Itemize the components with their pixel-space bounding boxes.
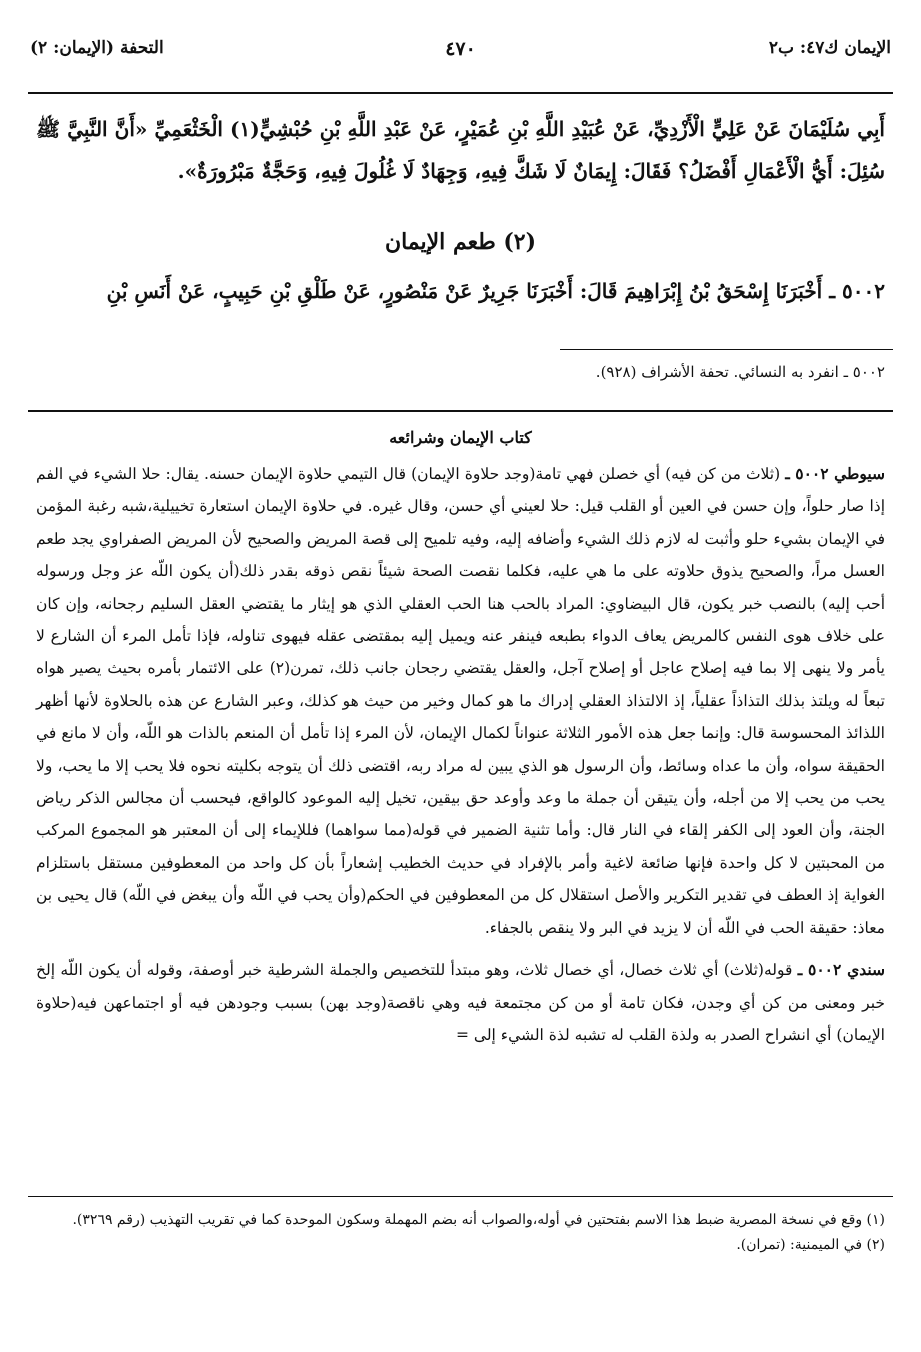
header-tuhfa-ref: التحفة (الإيمان: ٢) [30,38,164,58]
page-number: ٤٧٠ [445,38,476,60]
sindi-commentary [36,954,885,1051]
hadith-5002 [36,270,885,312]
hadith-5002-text: ٥٠٠٢ ـ أَخْبَرَنَا إِسْحَقُ بْنُ إِبْرَاهِيمَ قَالَ: أَخْبَرَنَا جَرِيرٌ عَنْ مَنْصُورٍ، عَنْ طَلْقِ بْنِ حَبِيبٍ، عَنْ أَنَسِ بْنِ [106,279,885,303]
commentary-book-title: كتاب الإيمان وشرائعه [389,428,532,447]
suyuti-commentary [36,458,885,944]
footnote-2: (٢) في الميمنية: (تمران). [736,1237,885,1253]
suyuti-label: سيوطي ٥٠٠٢ ـ [785,464,886,483]
hadith-prev-text: أَبِي سُلَيْمَانَ عَنْ عَلِيٍّ الْأَزْدِيِّ، عَنْ عُبَيْدِ اللَّهِ بْنِ عُمَيْرٍ، عَنْ عَبْدِ اللَّهِ بْنِ حُبْشِيٍّ(١) الْخَثْعَمِيِّ «أَنَّ النَّبِيَّ ﷺ سُئِلَ: أَيُّ الْأَعْمَالِ أَفْضَلُ؟ فَقَالَ: إِيمَانٌ لَا شَكَّ فِيهِ، وَجِهَادٌ لَا غُلُولَ فِيهِ، وَحَجَّةٌ مَبْرُورَةٌ». [36,117,885,183]
takhrij-rule [560,349,893,350]
commentary-body [36,458,885,1051]
page-header [30,38,891,78]
header-rule [28,92,893,94]
footnotes [36,1208,885,1258]
sindi-label: سندي ٥٠٠٢ ـ [797,960,885,980]
hadith-continuation [36,108,885,192]
sindi-text: قوله(ثلاث) أي ثلاث خصال، أي خصال ثلاث، وهو مبتدأ للتخصيص والجملة الشرطية خبر أوصفة، وقوله أن يكون اللّه إلخ خبر ومعنى من كن أي وجدن، فكان تامة أو من كن مجتمعة فيه وهي ناقصة(وجد بهن) بسبب وجودهن فيه أو اجتماعهن فيه(حلاوة الإيمان) أي انشراح الصدر به ولذة القلب له تشبه لذة الشيء إلى = [36,961,885,1044]
header-chapter-ref: الإيمان ك٤٧: ب٢ [768,38,891,58]
chapter-title: (٢) طعم الإيمان [384,229,537,255]
footnote-1: (١) وقع في نسخة المصرية ضبط هذا الاسم بفتحتين في أوله،والصواب أنه بضم المهملة وسكون الموحدة كما في تقريب التهذيب (رقم ٣٢٦٩). [72,1212,885,1228]
footnotes-rule [28,1196,893,1197]
suyuti-text: (ثلاث من كن فيه) أي خصلن فهي تامة(وجد حلاوة الإيمان) قال التيمي حلاوة الإيمان حسنه. يقال: حلا الشيء في الفم إذا صار حلواً، وإن حسن في العين أو القلب قيل: حلا لعيني أي حسن، وقال غيره. في حلاوة الإيمان استعارة تخييلية،شبه رغبة المؤمن في الإيمان بشيء حلو وأثبت له لازم ذلك الشيء وأضافه إليه، وفيه تلميح إلى قصة المريض والصحيح لأن المريض الصفراوي يجد طعم العسل مراً، والصحيح يذوق حلاوته على ما هي عليه، فكلما نقصت الصحة شيئاً نقص ذوقه بقدر ذلك(أن يكون اللّه عز وجل ورسوله أحب إليه) بالنصب خبر يكون، قال البيضاوي: المراد بالحب هنا الحب العقلي الذي هو إيثار ما يقتضي العقل السليم رجحانه، وإن كان على خلاف هوى النفس كالمريض يعاف الدواء بطبعه فينفر عنه ويميل إليه بمقتضى عقله فيهوى تناوله، فإذا تأمل المرء أن الشارع لا يأمر ولا ينهى إلا بما فيه إصلاح عاجل أو إصلاح آجل، والعقل يقتضي رجحان جانب ذلك، تمرن(٢) على الائتمار بأمره بحيث يصير هواه تبعاً له ويلتذ بذلك التذاذاً عقلياً، إذ الالتذاذ العقلي إدراك ما هو كمال وخير من حيث هو كذلك، وعبر الشارع عن هذه بالحلاوة لأنها أظهر اللذائذ المحسوسة قال: وإنما جعل هذه الأمور الثلاثة عنواناً لكمال الإيمان، لأن المرء إذا تأمل أن المنعم بالذات هو اللّه، وأن لا مانع في الحقيقة سواه، وأن ما عداه وسائط، وأن الرسول هو الذي يبين له مراد ربه، اقتضى ذلك أن يتوجه بكليته نحوه فلا يحب إلا ما يحب، ولا يحب من يحب إلا من أجله، وأن يتيقن أن جملة ما وعد وأوعد حق بيقين، تخيل إليه الموعود كالواقع، فيحسب أن مجالس الذكر رياض الجنة، وأن العود إلى الكفر إلقاء في النار قال: وأما تثنية الضمير في قوله(مما سواهما) فللإيماء إلى أن المعتبر هو المجموع المركب من المحبتين لا كل واحدة فإنها ضائعة لاغية وأمر بالإفراد في حديث الخطيب إشعاراً بأن كل واحد من المعطوفين مستقل باستلزام الغواية إذ العطف في تقدير التكرير والأصل استقلال كل من المعطوفين في الحكم(وأن يحب في اللّه وأن يبغض في اللّه) قال يحيى بن معاذ: حقيقة الحب في اللّه أن لا يزيد في البر ولا ينقص بالجفاء. [36,465,885,937]
commentary-rule [28,410,893,412]
takhrij-note: ٥٠٠٢ ـ انفرد به النسائي. تحفة الأشراف (٩٢٨). [595,363,885,381]
